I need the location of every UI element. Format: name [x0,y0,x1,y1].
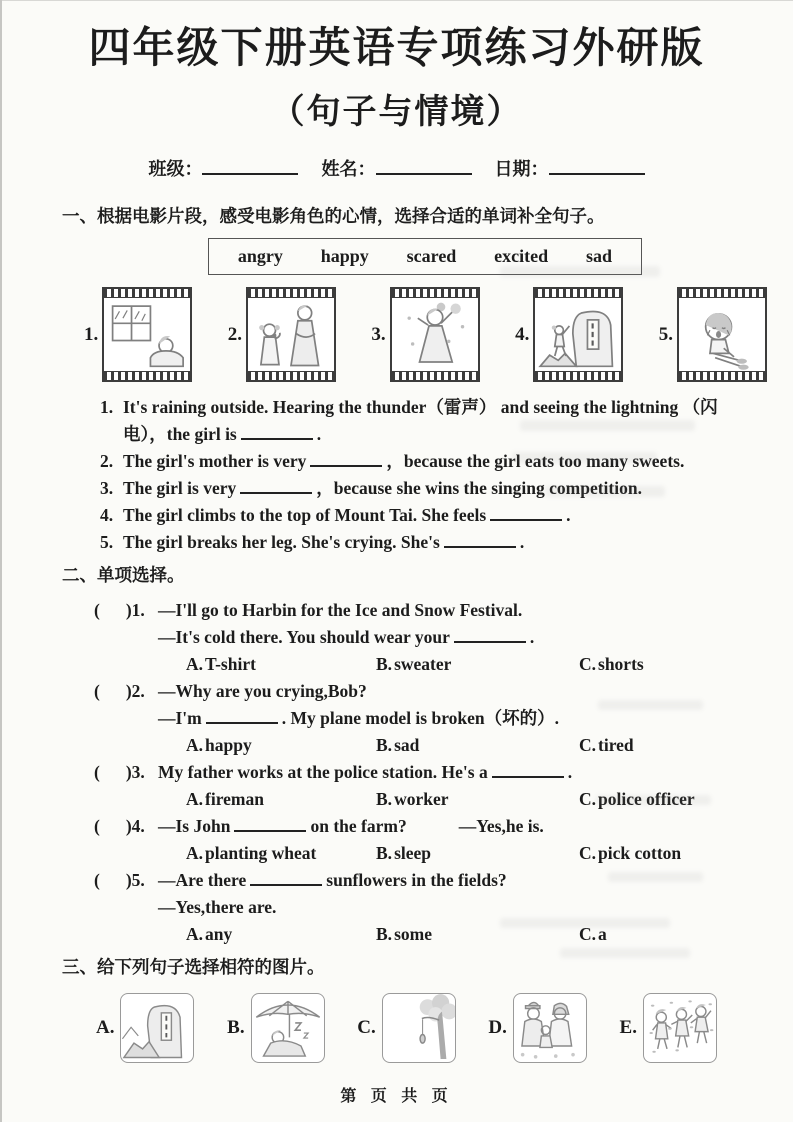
sentence-text: . [316,424,322,445]
class-label: 班级： [148,159,203,180]
sentence-number: 5. [100,532,114,553]
answer-blank[interactable] [240,480,312,494]
film-item-5 [659,287,767,382]
sentence-text: The girl's mother is very [123,451,307,472]
option-b: B. sleep [376,843,432,864]
film-sprocket-strip [104,371,190,380]
film-sprocket-strip [392,371,478,380]
question-number: 4. [131,816,145,837]
film-number: 4. [515,323,530,345]
option-b: B. worker [376,789,449,810]
film-number: 2. [227,323,242,345]
answer-bracket: ( )4. [94,816,145,837]
page-title: 四年级下册英语专项练习外研版 [88,24,705,71]
options-row [158,921,793,948]
answer-line: —Yes,there are. [158,897,277,918]
option-a: A. any [186,924,233,945]
answer-blank[interactable] [454,629,526,643]
date-input-line[interactable] [549,159,645,175]
mount-tai-summit-stone-icon [120,993,194,1063]
date-label: 日期： [494,159,549,180]
film-frame-3 [390,287,480,382]
word-bank-item: happy [320,246,369,267]
mc-question-5 [94,867,793,948]
section3-heading: 三、给下列句子选择相符的图片。 [62,957,325,978]
answer-line: —Yes,he is. [458,816,544,837]
girl-crying-hurt-leg-scene-icon [679,298,765,371]
sentence-number: 4. [100,505,114,526]
page-subtitle: （句子与情境） [270,93,523,132]
picture-label: A. [96,1017,115,1039]
options-row [158,840,793,867]
film-item-2 [228,287,336,382]
question-line: —I'm . My plane model is broken（坏的）. [158,708,560,729]
sentence-text: ，because she wins the singing competition. [316,478,642,499]
sentence-text: The girl breaks her leg. She's crying. She's [123,532,440,553]
children-playing-in-falling-petals-icon [643,993,717,1063]
question-number: 2. [131,681,145,702]
word-bank-item: sad [586,246,613,267]
mc-question-4 [94,813,793,867]
film-sprocket-strip [248,289,334,298]
sentence-4 [100,502,736,529]
film-number: 1. [84,323,99,345]
film-sprocket-strip [679,289,765,298]
options-row [158,651,793,678]
option-b: B. sad [376,735,420,756]
option-a: A. fireman [186,789,264,810]
mc-question-1 [94,597,793,678]
answer-blank[interactable] [492,764,564,778]
answer-bracket: ( )2. [94,681,145,702]
answer-bracket: ( )3. [94,762,145,783]
answer-blank[interactable] [241,426,313,440]
question-line: —I'll go to Harbin for the Ice and Snow Festival. [158,600,523,621]
napping-under-umbrella-icon [251,993,325,1063]
film-number: 3. [371,323,386,345]
fill-in-sentences [0,394,793,556]
sentence-text: It's raining outside. Hearing the thunder（雷声） and seeing the lightning （闪电），the girl is [123,397,718,445]
girl-scared-by-storm-scene-icon [104,298,190,371]
answer-blank[interactable] [444,534,516,548]
option-a: A. happy [186,735,252,756]
mc-question-2 [94,678,793,759]
option-c: C. police officer [579,789,695,810]
options-row [158,786,793,813]
question-line: —Is John on the farm? —Yes,he is. [158,816,544,837]
film-sprocket-strip [535,371,621,380]
option-b: B. sweater [376,654,452,675]
mother-scolding-girl-scene-icon [248,298,334,371]
section1-heading: 一、根据电影片段，感受电影角色的心情，选择合适的单词补全句子。 [62,206,605,227]
picture-item-b [227,993,324,1063]
word-bank-item: angry [237,246,283,267]
word-bank-item: excited [494,246,549,267]
answer-bracket: ( )1. [94,600,145,621]
sentence-text: . [519,532,525,553]
girl-on-mount-tai-summit-scene-icon [535,298,621,371]
page-footer: 第 页 共 页 [340,1088,453,1105]
option-a: A. T-shirt [186,654,256,675]
option-c: C. shorts [579,654,644,675]
film-item-4 [515,287,623,382]
picture-label: C. [357,1017,376,1039]
meta-fields [0,155,793,181]
answer-blank[interactable] [234,818,306,832]
film-frame-4 [533,287,623,382]
film-item-3 [371,287,479,382]
question-line: —It's cold there. You should wear your . [158,627,535,648]
option-c: C. pick cotton [579,843,682,864]
word-bank-item: scared [406,246,457,267]
picture-match-row [96,993,717,1063]
name-label: 姓名： [321,159,376,180]
answer-blank[interactable] [490,507,562,521]
grandparents-with-child-icon [513,993,587,1063]
options-row [158,732,793,759]
question-number: 1. [131,600,145,621]
mc-question-3 [94,759,793,813]
answer-blank[interactable] [206,710,278,724]
sentence-text: The girl is very [123,478,237,499]
option-c: C. a [579,924,607,945]
film-frame-1 [102,287,192,382]
class-input-line[interactable] [202,159,298,175]
option-a: A. planting wheat [186,843,317,864]
tree-with-hanging-caterpillar-icon [382,993,456,1063]
sentence-number: 2. [100,451,114,472]
film-sprocket-strip [679,371,765,380]
picture-label: E. [619,1017,637,1039]
film-sprocket-strip [392,289,478,298]
picture-label: B. [227,1017,245,1039]
film-sprocket-strip [535,289,621,298]
picture-item-d [488,993,586,1063]
picture-label: D. [488,1017,507,1039]
sentence-5 [100,529,736,556]
section2-heading: 二、单项选择。 [62,565,185,586]
sentence-number: 3. [100,478,114,499]
film-frame-5 [677,287,767,382]
film-frame-2 [246,287,336,382]
girl-dancing-with-flowers-scene-icon [392,298,478,371]
film-item-1 [84,287,192,382]
film-number: 5. [658,323,673,345]
answer-bracket: ( )5. [94,870,145,891]
sentence-text: The girl climbs to the top of Mount Tai. She feels [123,505,487,526]
name-input-line[interactable] [376,159,472,175]
sentence-1 [100,394,736,448]
film-sprocket-strip [104,289,190,298]
answer-blank[interactable] [310,453,382,467]
film-frame-row [84,287,767,382]
film-sprocket-strip [248,371,334,380]
picture-item-e [620,993,717,1063]
picture-item-c [357,993,455,1063]
question-number: 3. [131,762,145,783]
question-line: My father works at the police station. He's a . [158,762,573,783]
sentence-text: ，because the girl eats too many sweets. [386,451,685,472]
option-c: C. tired [579,735,634,756]
word-bank [208,238,642,275]
option-b: B. some [376,924,432,945]
question-line: —Why are you crying,Bob? [158,681,367,702]
picture-item-a [96,993,194,1063]
sentence-text: . [566,505,571,526]
sentence-2 [100,448,736,475]
sentence-3 [100,475,736,502]
answer-blank[interactable] [250,872,322,886]
sentence-number: 1. [100,397,114,418]
question-line: —Are there sunflowers in the fields? [158,870,507,891]
question-number: 5. [131,870,145,891]
